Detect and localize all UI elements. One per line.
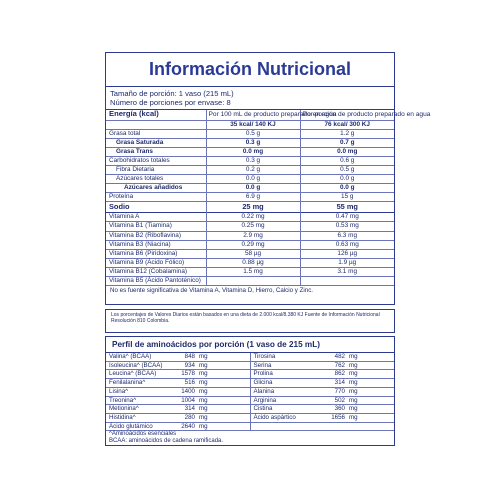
amino-amount: 516 — [174, 379, 196, 388]
serving-size: Tamaño de porción: 1 vaso (215 mL) — [110, 89, 234, 98]
nutrient-value-per-serving: 0.0 g — [300, 175, 394, 184]
amino-title: Perfil de aminoácidos por porción (1 vaso de 215 mL) — [106, 337, 394, 353]
amino-unit: mg — [196, 396, 250, 405]
nutrient-row — [106, 222, 394, 231]
nutrient-name: Carbohidratos totales — [106, 156, 206, 165]
daily-values-footnote: Los porcentajes de Valores Diarios están basados en una dieta de 2.000 kcal/8.380 KJ Fuente de Información Nutricional Resolución 810 Colombia. — [105, 309, 395, 333]
nutrient-value-per-serving: 0.6 g — [300, 156, 394, 165]
nutrient-name: Grasa Trans — [106, 147, 206, 156]
nutrient-value-per-serving: 0.0 mg — [300, 147, 394, 156]
amino-unit: mg — [196, 353, 250, 361]
nutrition-table — [106, 109, 431, 285]
nutrient-name: Sodio — [106, 202, 206, 213]
amino-unit: mg — [346, 361, 394, 370]
amino-unit — [346, 422, 394, 431]
amino-name: Arginina — [250, 396, 324, 405]
nutrient-value-per-serving: 0.5 g — [300, 165, 394, 174]
nutrient-name: Grasa Saturada — [106, 138, 206, 147]
nutrient-value-per-serving: 0.63 mg — [300, 240, 394, 249]
nutrient-row — [106, 193, 394, 202]
nutrient-name: Vitamina B9 (Ácido Fólico) — [106, 258, 206, 267]
amino-amount: 482 — [324, 353, 346, 361]
nutrient-value-per-serving: 0.47 mg — [300, 213, 394, 222]
amino-essential-note: ^Aminoácidos esenciales — [109, 431, 177, 438]
nutrient-name: Vitamina B6 (Piridoxina) — [106, 249, 206, 258]
amino-name: Ácido glutámico — [106, 422, 174, 431]
amino-row — [106, 396, 394, 405]
nutrient-value-per-100ml: 0.25 mg — [206, 222, 300, 231]
amino-amount: 314 — [174, 405, 196, 414]
nutrient-value-per-100ml — [206, 277, 300, 286]
nutrient-row — [106, 231, 394, 240]
amino-unit: mg — [196, 387, 250, 396]
nutrient-value-per-100ml: 0.22 mg — [206, 213, 300, 222]
energy-col1-value: 35 kcal/ 140 KJ — [206, 120, 300, 129]
amino-name — [250, 422, 324, 431]
nutrient-value-per-100ml: 0.3 g — [206, 138, 300, 147]
amino-unit: mg — [196, 361, 250, 370]
nutrient-value-per-serving: 126 µg — [300, 249, 394, 258]
nutrient-row — [106, 240, 394, 249]
nutrient-value-per-100ml: 0.0 mg — [206, 147, 300, 156]
nutrient-value-per-100ml: 6.9 g — [206, 193, 300, 202]
amino-amount: 360 — [324, 405, 346, 414]
amino-amount: 1400 — [174, 387, 196, 396]
amino-amount: 934 — [174, 361, 196, 370]
amino-row — [106, 370, 394, 379]
nutrient-value-per-100ml: 0.2 g — [206, 165, 300, 174]
amino-acid-panel — [105, 336, 395, 446]
servings-per-container: Número de porciones por envase: 8 — [110, 98, 231, 107]
amino-bcaa-note: BCAA: aminoácidos de cadena ramificada. — [109, 438, 224, 445]
amino-unit: mg — [346, 405, 394, 414]
nutrient-value-per-serving: 0.53 mg — [300, 222, 394, 231]
amino-amount: 2640 — [174, 422, 196, 431]
amino-row — [106, 405, 394, 414]
amino-unit: mg — [196, 379, 250, 388]
energy-values-row — [106, 120, 394, 129]
nutrient-name: Proteína — [106, 193, 206, 202]
nutrient-name: Vitamina A — [106, 213, 206, 222]
nutrient-row — [106, 165, 394, 174]
nutrient-value-per-100ml: 25 mg — [206, 202, 300, 213]
energy-label: Energía (kcal) — [106, 110, 206, 121]
amino-name: Serina — [250, 361, 324, 370]
nutrient-row — [106, 147, 394, 156]
amino-row — [106, 422, 394, 431]
nutrient-name: Azúcares añadidos — [106, 184, 206, 193]
amino-name: Prolina — [250, 370, 324, 379]
nutrient-row — [106, 258, 394, 267]
nutrient-row — [106, 202, 394, 213]
amino-amount: 314 — [324, 379, 346, 388]
amino-amount: 502 — [324, 396, 346, 405]
nutrient-name: Vitamina B1 (Tiamina) — [106, 222, 206, 231]
amino-name: Leucina^ (BCAA) — [106, 370, 174, 379]
nutrient-name: Vitamina B3 (Niacina) — [106, 240, 206, 249]
amino-name: Treonina^ — [106, 396, 174, 405]
nutrient-value-per-serving: 55 mg — [300, 202, 394, 213]
nutrient-value-per-serving: 0.0 g — [300, 184, 394, 193]
amino-amount: 1656 — [324, 413, 346, 422]
amino-row — [106, 413, 394, 422]
amino-unit: mg — [346, 370, 394, 379]
nutrient-row — [106, 129, 394, 138]
amino-row — [106, 353, 394, 361]
nutrient-name: Vitamina B5 (Ácido Pantoténico) — [106, 277, 206, 286]
energy-blank — [106, 120, 206, 129]
amino-row — [106, 379, 394, 388]
serving-info — [106, 87, 394, 109]
amino-amount: 1578 — [174, 370, 196, 379]
amino-name: Isoleucina^ (BCAA) — [106, 361, 174, 370]
nutrient-value-per-100ml: 2.9 mg — [206, 231, 300, 240]
amino-unit: mg — [346, 379, 394, 388]
nutrient-row — [106, 267, 394, 276]
nutrient-value-per-serving: 0.7 g — [300, 138, 394, 147]
amino-unit: mg — [346, 387, 394, 396]
nutrient-row — [106, 156, 394, 165]
amino-unit: mg — [196, 413, 250, 422]
nutrient-row — [106, 175, 394, 184]
nutrient-value-per-serving: 1.9 µg — [300, 258, 394, 267]
nutrient-row — [106, 277, 394, 286]
amino-name: Alanina — [250, 387, 324, 396]
nutrient-value-per-serving: 6.3 mg — [300, 231, 394, 240]
energy-header-row — [106, 110, 394, 121]
nutrient-value-per-100ml: 0.29 mg — [206, 240, 300, 249]
nutrient-value-per-serving — [300, 277, 394, 286]
amino-amount: 862 — [324, 370, 346, 379]
nutrient-value-per-100ml: 0.88 µg — [206, 258, 300, 267]
nutrient-value-per-100ml: 0.0 g — [206, 175, 300, 184]
col1-header: Por 100 mL de producto preparado en agua — [206, 110, 300, 121]
nutrition-note: No es fuente significativa de Vitamina A, Vitamina D, Hierro, Calcio y Zinc. — [106, 285, 394, 295]
nutrient-value-per-serving: 1.2 g — [300, 129, 394, 138]
amino-unit: mg — [196, 405, 250, 414]
amino-name: Cistina — [250, 405, 324, 414]
amino-row — [106, 387, 394, 396]
nutrient-row — [106, 249, 394, 258]
amino-name: Fenilalanina^ — [106, 379, 174, 388]
amino-unit: mg — [196, 422, 250, 431]
amino-name: Metionina^ — [106, 405, 174, 414]
nutrient-name: Vitamina B12 (Cobalamina) — [106, 267, 206, 276]
nutrition-title: Información Nutricional — [148, 59, 352, 79]
amino-amount: 280 — [174, 413, 196, 422]
nutrient-row — [106, 138, 394, 147]
amino-name: Lisina^ — [106, 387, 174, 396]
nutrient-value-per-100ml: 0.0 g — [206, 184, 300, 193]
nutrient-name: Azúcares totales — [106, 175, 206, 184]
col2-header: Por porción de producto preparado en agua — [300, 110, 394, 121]
amino-name: Glicina — [250, 379, 324, 388]
amino-unit: mg — [346, 353, 394, 361]
nutrient-name: Grasa total — [106, 129, 206, 138]
amino-name: Histidina^ — [106, 413, 174, 422]
nutrient-name: Fibra Dietaria — [106, 165, 206, 174]
amino-amount: 762 — [324, 361, 346, 370]
amino-row — [106, 361, 394, 370]
nutrient-value-per-100ml: 0.5 g — [206, 129, 300, 138]
energy-col2-value: 76 kcal/ 300 KJ — [300, 120, 394, 129]
amino-amount: 848 — [174, 353, 196, 361]
amino-unit: mg — [346, 413, 394, 422]
nutrient-row — [106, 213, 394, 222]
nutrient-value-per-serving: 3.1 mg — [300, 267, 394, 276]
amino-amount — [324, 422, 346, 431]
nutrient-value-per-100ml: 0.3 g — [206, 156, 300, 165]
amino-name: Ácido aspártico — [250, 413, 324, 422]
amino-table — [106, 353, 394, 431]
amino-amount: 1004 — [174, 396, 196, 405]
nutrient-name: Vitamina B2 (Riboflavina) — [106, 231, 206, 240]
amino-unit: mg — [196, 370, 250, 379]
nutrient-value-per-serving: 15 g — [300, 193, 394, 202]
nutrition-facts-panel — [105, 52, 431, 305]
nutrient-value-per-100ml: 58 µg — [206, 249, 300, 258]
amino-name: Valina^ (BCAA) — [106, 353, 174, 361]
nutrient-row — [106, 184, 394, 193]
nutrient-value-per-100ml: 1.5 mg — [206, 267, 300, 276]
amino-unit: mg — [346, 396, 394, 405]
amino-name: Tirosina — [250, 353, 324, 361]
amino-amount: 770 — [324, 387, 346, 396]
